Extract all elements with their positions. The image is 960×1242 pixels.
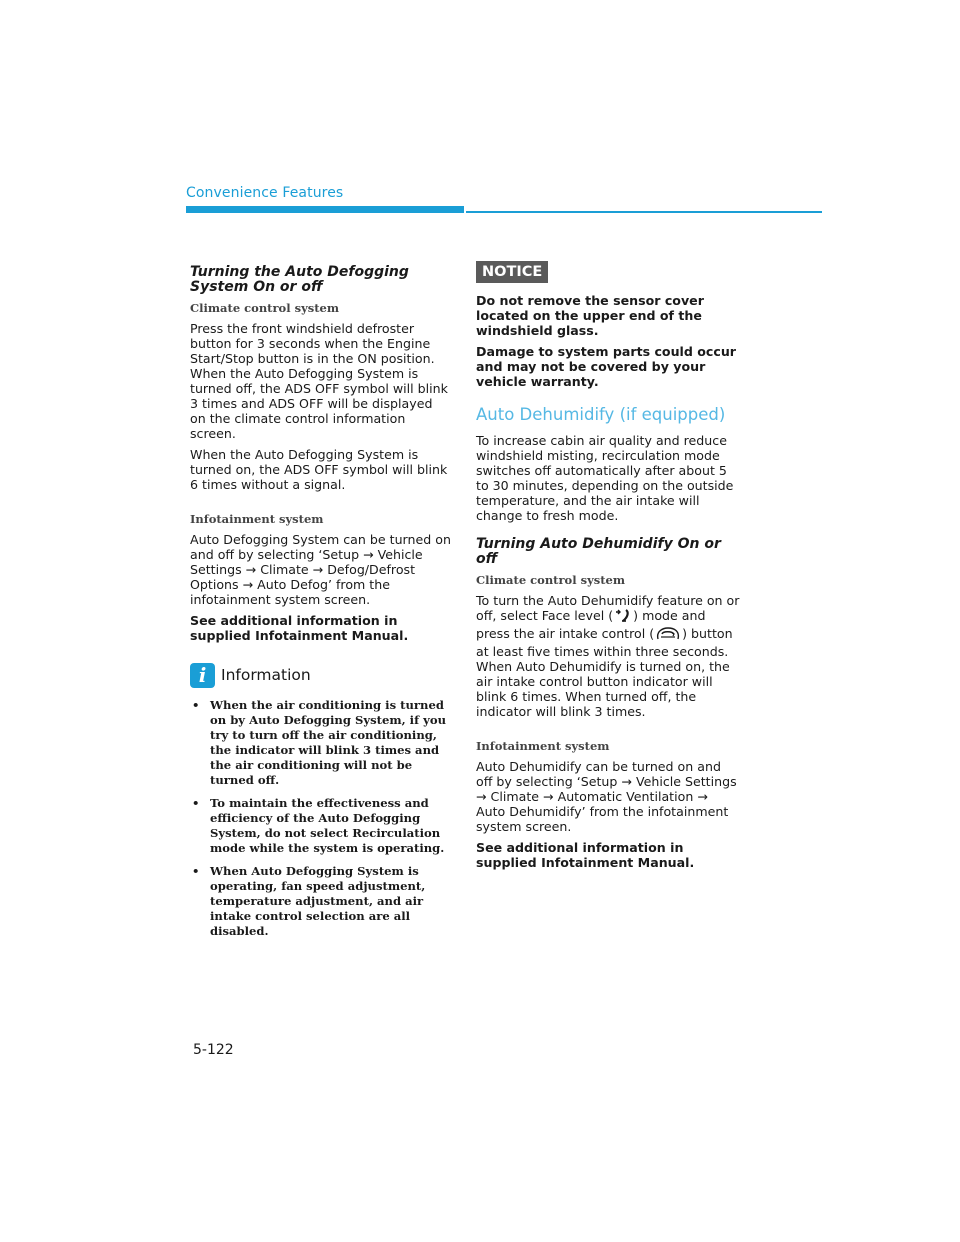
header-bar-accent xyxy=(186,206,464,213)
list-item: • To maintain the effectiveness and efficiency of the Auto Defogging System, do not select Recirculation mode while the system is operating. xyxy=(190,796,452,856)
subheading-infotainment-2: Infotainment system xyxy=(476,739,610,753)
paragraph-dehumidify: To increase cabin air quality and reduce windshield misting, recirculation mode switches off automatically after about 5 to 30 minutes, depending on the outside temperature, and the air intake will change to fresh mode. xyxy=(476,433,734,523)
notice-paragraph-2: Damage to system parts could occur and may not be covered by your vehicle warranty. xyxy=(476,344,737,389)
paragraph-climate-1: Press the front windshield defroster button for 3 seconds when the Engine Start/Stop button is in the ON position. When the Auto Defogging System is turned off, the ADS OFF symbol will blink 3 times and ADS OFF will be displayed on the climate control information screen. xyxy=(190,321,448,441)
subheading-infotainment: Infotainment system xyxy=(190,512,324,526)
right-column xyxy=(476,261,740,876)
page-number: 5-122 xyxy=(193,1042,234,1058)
section-title: Convenience Features xyxy=(186,185,344,201)
list-item: • When Auto Defogging System is operating, fan speed adjustment, temperature adjustment, and air intake control selection are all disabled. xyxy=(190,864,452,939)
paragraph-dehumidify-infotainment: Auto Dehumidify can be turned on and off by selecting ‘Setup → Vehicle Settings → Climate → Automatic Ventilation → Auto Dehumidify’ from the infotainment system screen. xyxy=(476,759,737,834)
paragraph-infotainment: Auto Defogging System can be turned on and off by selecting ‘Setup → Vehicle Settings → Climate → Defog/Defrost Options → Auto Defog’ from the infotainment system screen. xyxy=(190,532,451,607)
heading-auto-dehumidify: Auto Dehumidify (if equipped) xyxy=(476,405,726,424)
information-header xyxy=(190,663,452,688)
subheading-climate-control: Climate control system xyxy=(190,301,340,315)
information-list xyxy=(190,698,452,939)
list-item: • When the air conditioning is turned on by Auto Defogging System, if you try to turn off the air conditioning, the indicator will blink 3 times and the air conditioning will not be turned off. xyxy=(190,698,452,788)
text-part-2: ) mode and press the air intake control ( xyxy=(476,608,706,641)
heading-auto-defogging: Turning the Auto Defogging System On or off xyxy=(190,264,409,295)
paragraph-climate-2: When the Auto Defogging System is turned on, the ADS OFF symbol will blink 6 times without a signal. xyxy=(190,447,448,492)
subheading-climate-control-2: Climate control system xyxy=(476,573,626,587)
paragraph-dehumidify-climate xyxy=(476,593,740,719)
heading-turning-dehumidify: Turning Auto Dehumidify On or off xyxy=(476,536,721,567)
air-intake-recirculation-icon xyxy=(655,627,681,644)
notice-paragraph-1: Do not remove the sensor cover located on the upper end of the windshield glass. xyxy=(476,293,704,338)
info-icon: i xyxy=(190,663,215,688)
header-bar-line xyxy=(466,211,822,213)
face-level-mode-icon xyxy=(614,609,632,626)
left-column xyxy=(190,265,452,947)
notice-badge: NOTICE xyxy=(476,261,548,283)
paragraph-see-manual-2: See additional information in supplied Infotainment Manual. xyxy=(476,840,695,870)
information-title: Information xyxy=(221,666,311,684)
text-part-1: To turn the Auto Dehumidify feature on or off, select Face level ( xyxy=(476,593,740,623)
text-part-3: ) button at least five times within three seconds. When Auto Dehumidify is turned on, the air intake control button indicator will blink 6 times. When turned off, the indicator will blink 3 times. xyxy=(476,626,733,719)
paragraph-see-manual: See additional information in supplied Infotainment Manual. xyxy=(190,613,409,643)
